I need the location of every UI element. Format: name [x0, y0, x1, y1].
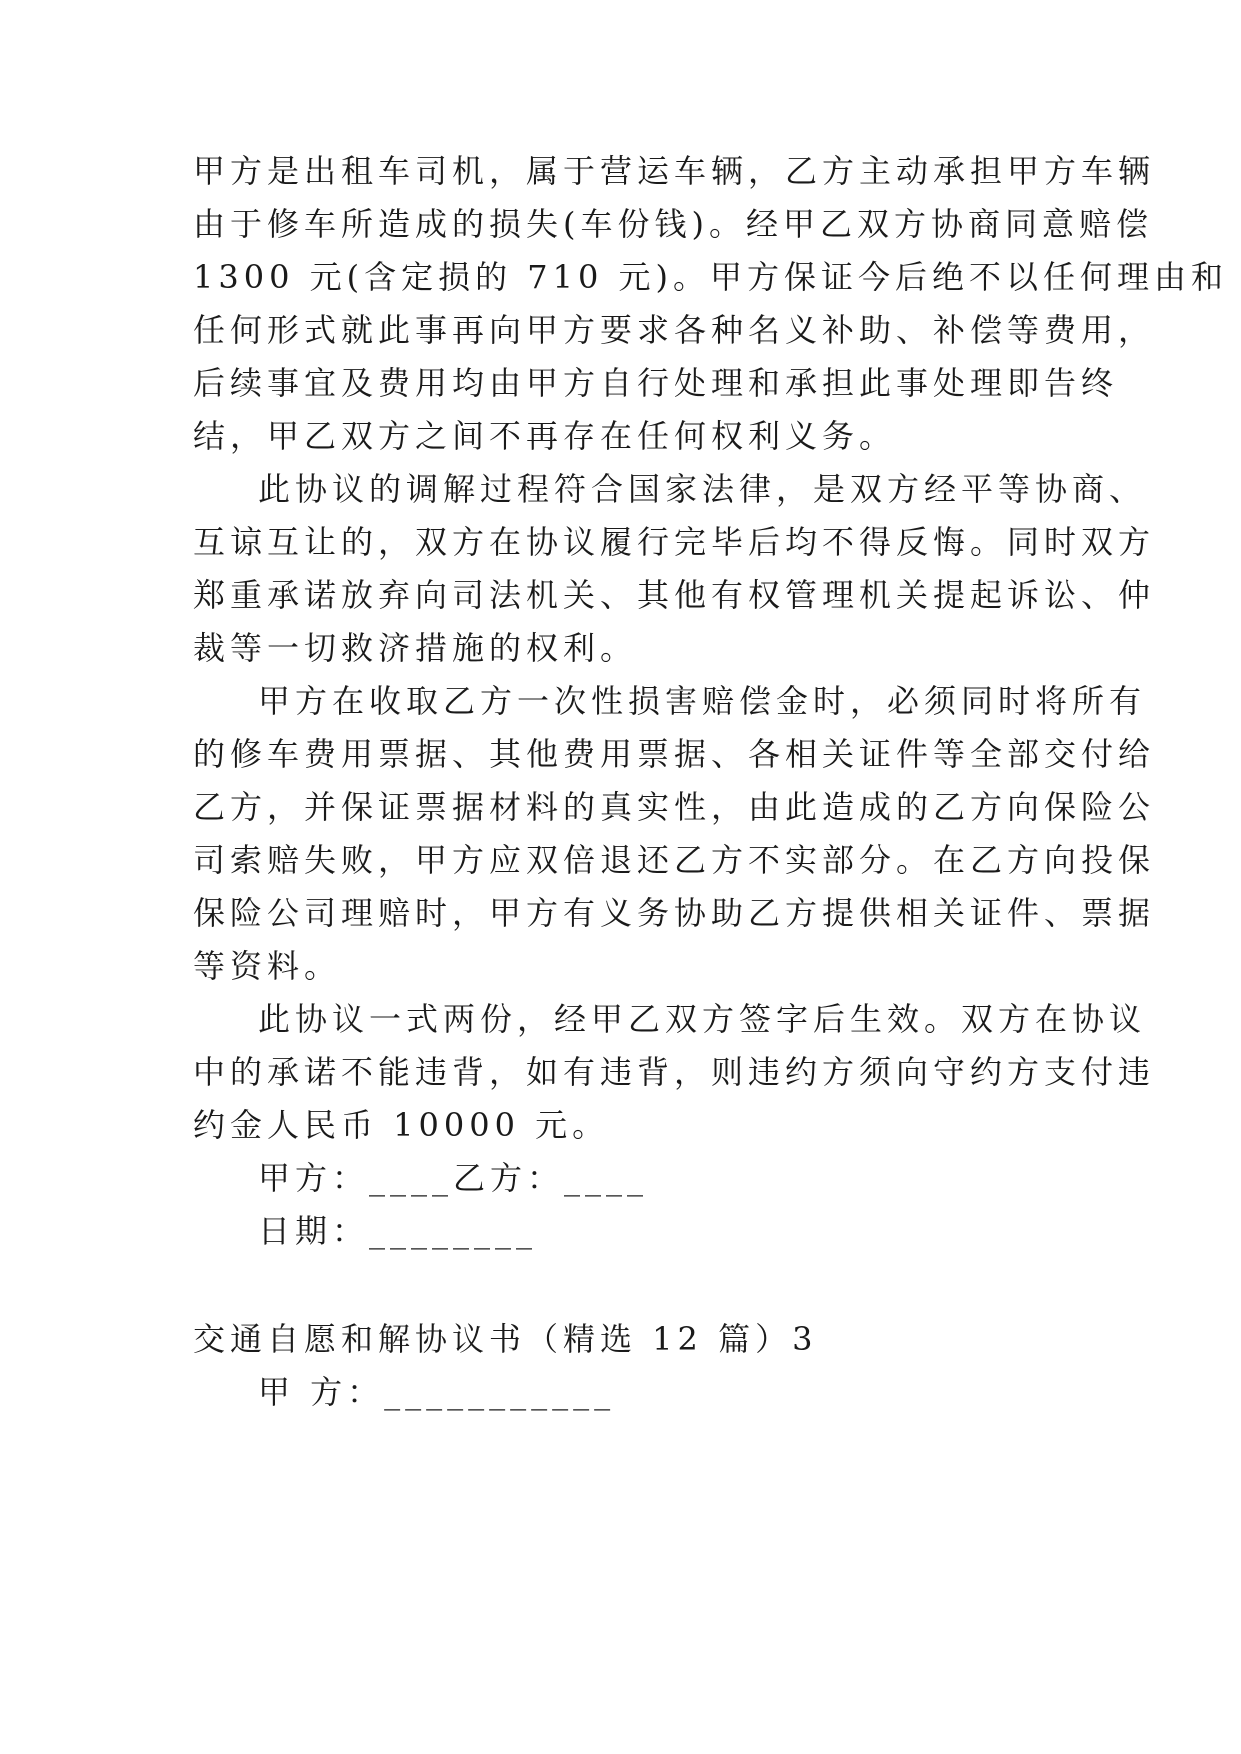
paragraph-1-line-3: 1300 元(含定损的 710 元)。甲方保证今后绝不以任何理由和: [193, 258, 1229, 296]
paragraph-4-line-2: 中的承诺不能违背，如有违背，则违约方须向守约方支付违: [193, 1053, 1156, 1091]
paragraph-3-line-3: 乙方，并保证票据材料的真实性，由此造成的乙方向保险公: [193, 788, 1156, 826]
section-title: 交通自愿和解协议书（精选 12 篇）3: [193, 1320, 818, 1358]
paragraph-2-line-2: 互谅互让的，双方在协议履行完毕后均不得反悔。同时双方: [193, 523, 1156, 561]
paragraph-3-line-2: 的修车费用票据、其他费用票据、各相关证件等全部交付给: [193, 735, 1156, 773]
paragraph-1-line-6: 结，甲乙双方之间不再存在任何权利义务。: [193, 417, 897, 455]
paragraph-4-line-3: 约金人民币 10000 元。: [193, 1106, 610, 1144]
paragraph-2-line-4: 裁等一切救济措施的权利。: [193, 629, 638, 667]
paragraph-1-line-2: 由于修车所造成的损失(车份钱)。经甲乙双方协商同意赔偿: [193, 205, 1153, 243]
paragraph-1-line-1: 甲方是出租车司机，属于营运车辆，乙方主动承担甲方车辆: [193, 152, 1156, 190]
paragraph-2-line-1: 此协议的调解过程符合国家法律，是双方经平等协商、: [258, 470, 1147, 508]
paragraph-2-line-3: 郑重承诺放弃向司法机关、其他有权管理机关提起诉讼、仲: [193, 576, 1156, 614]
paragraph-3-line-5: 保险公司理赔时，甲方有义务协助乙方提供相关证件、票据: [193, 894, 1156, 932]
paragraph-3-line-6: 等资料。: [193, 947, 342, 985]
signature-line: 甲方：____乙方：____: [258, 1159, 649, 1197]
paragraph-1-line-4: 任何形式就此事再向甲方要求各种名义补助、补偿等费用，: [193, 311, 1156, 349]
party-a-line: 甲 方：___________: [258, 1373, 616, 1411]
paragraph-1-line-5: 后续事宜及费用均由甲方自行处理和承担此事处理即告终: [193, 364, 1119, 402]
date-line: 日期：________: [258, 1212, 538, 1250]
paragraph-3-line-4: 司索赔失败，甲方应双倍退还乙方不实部分。在乙方向投保: [193, 841, 1156, 879]
paragraph-3-line-1: 甲方在收取乙方一次性损害赔偿金时，必须同时将所有: [258, 682, 1147, 720]
paragraph-4-line-1: 此协议一式两份，经甲乙双方签字后生效。双方在协议: [258, 1000, 1147, 1038]
